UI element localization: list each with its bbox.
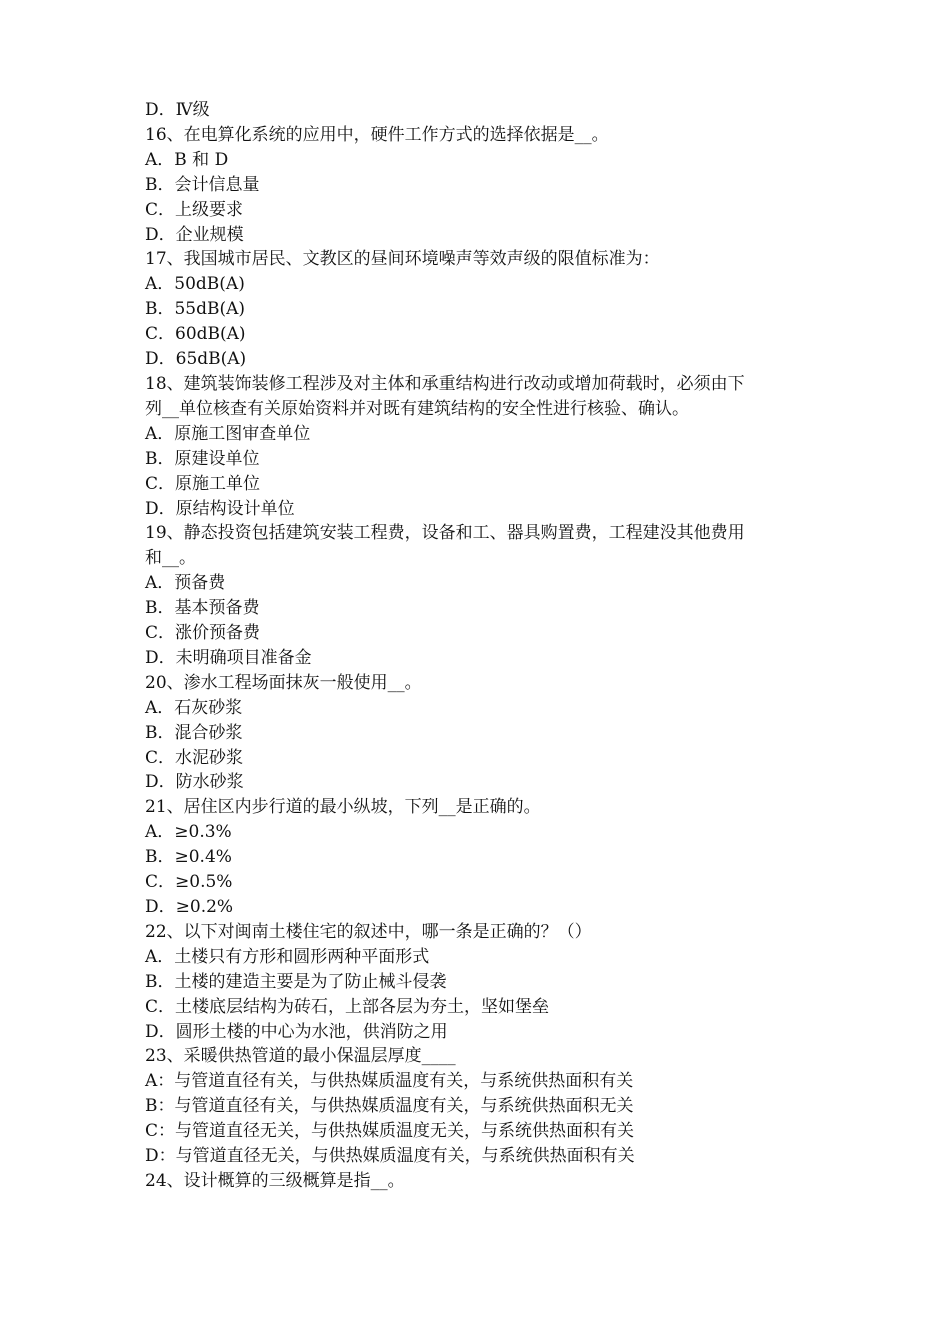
option-c-q23: C：与管道直径无关，与供热媒质温度无关，与系统供热面积有关 bbox=[145, 1121, 635, 1142]
option-b-q20: B．混合砂浆 bbox=[145, 722, 243, 743]
option-d-q22: D．圆形土楼的中心为水池，供消防之用 bbox=[145, 1021, 448, 1042]
option-a-q22: A．土楼只有方形和圆形两种平面形式 bbox=[145, 946, 430, 967]
option-c-q19: C．涨价预备费 bbox=[145, 623, 261, 644]
option-b-q22: B．土楼的建造主要是为了防止械斗侵袭 bbox=[145, 971, 447, 992]
option-c-q17: C．60dB(A) bbox=[145, 324, 246, 345]
question-18-line-2: 列__单位核查有关原始资料并对既有建筑结构的安全性进行核验、确认。 bbox=[145, 398, 689, 419]
option-a-q17: A．50dB(A) bbox=[145, 274, 245, 295]
option-c-q20: C．水泥砂浆 bbox=[145, 747, 244, 768]
option-b-q17: B．55dB(A) bbox=[145, 299, 246, 320]
option-a-q23: A：与管道直径有关，与供热媒质温度有关，与系统供热面积有关 bbox=[145, 1071, 634, 1092]
option-d-q19: D．未明确项目准备金 bbox=[145, 647, 312, 668]
question-17: 17、我国城市居民、文教区的昼间环境噪声等效声级的限值标准为： bbox=[145, 249, 660, 270]
option-d-q23: D：与管道直径无关，与供热媒质温度有关，与系统供热面积有关 bbox=[145, 1146, 635, 1167]
option-b-q21: B．≥0.4% bbox=[145, 847, 232, 868]
option-b-q16: B．会计信息量 bbox=[145, 174, 260, 195]
option-c-q18: C．原施工单位 bbox=[145, 473, 261, 494]
option-d-q20: D．防水砂浆 bbox=[145, 772, 244, 793]
question-24: 24、设计概算的三级概算是指__。 bbox=[145, 1170, 405, 1191]
question-18-line-1: 18、建筑装饰装修工程涉及对主体和承重结构进行改动或增加荷载时，必须由下 bbox=[145, 373, 745, 394]
question-16: 16、在电算化系统的应用中，硬件工作方式的选择依据是__。 bbox=[145, 124, 609, 145]
option-d-q18: D．原结构设计单位 bbox=[145, 498, 295, 519]
question-19-line-2: 和__。 bbox=[145, 548, 196, 569]
option-b-q19: B．基本预备费 bbox=[145, 598, 260, 619]
option-d-q17: D．65dB(A) bbox=[145, 349, 247, 370]
question-21: 21、居住区内步行道的最小纵坡，下列__是正确的。 bbox=[145, 797, 541, 818]
option-a-q20: A．石灰砂浆 bbox=[145, 697, 243, 718]
option-a-q18: A．原施工图审查单位 bbox=[145, 423, 311, 444]
option-b-q18: B．原建设单位 bbox=[145, 448, 260, 469]
option-a-q19: A．预备费 bbox=[145, 573, 226, 594]
option-c-q21: C．≥0.5% bbox=[145, 872, 233, 893]
option-d-q21: D．≥0.2% bbox=[145, 897, 234, 917]
question-20: 20、渗水工程场面抹灰一般使用__。 bbox=[145, 672, 422, 693]
question-19-line-1: 19、静态投资包括建筑安装工程费，设备和工、器具购置费，工程建没其他费用 bbox=[145, 523, 745, 544]
option-a-q21: A．≥0.3% bbox=[145, 822, 232, 843]
question-22: 22、以下对闽南土楼住宅的叙述中，哪一条是正确的？（） bbox=[145, 921, 592, 942]
option-c-q22: C．土楼底层结构为砖石，上部各层为夯土，坚如堡垒 bbox=[145, 996, 550, 1017]
option-d-q16: D．企业规模 bbox=[145, 224, 244, 245]
question-23: 23、采暖供热管道的最小保温层厚度____ bbox=[145, 1046, 456, 1067]
document-body bbox=[145, 98, 825, 1194]
option-c-q16: C．上级要求 bbox=[145, 199, 244, 220]
option-d-q15: D．Ⅳ级 bbox=[145, 100, 210, 120]
option-a-q16: A．B 和 D bbox=[145, 149, 229, 170]
option-b-q23: B：与管道直径有关，与供热媒质温度有关，与系统供热面积无关 bbox=[145, 1096, 634, 1117]
